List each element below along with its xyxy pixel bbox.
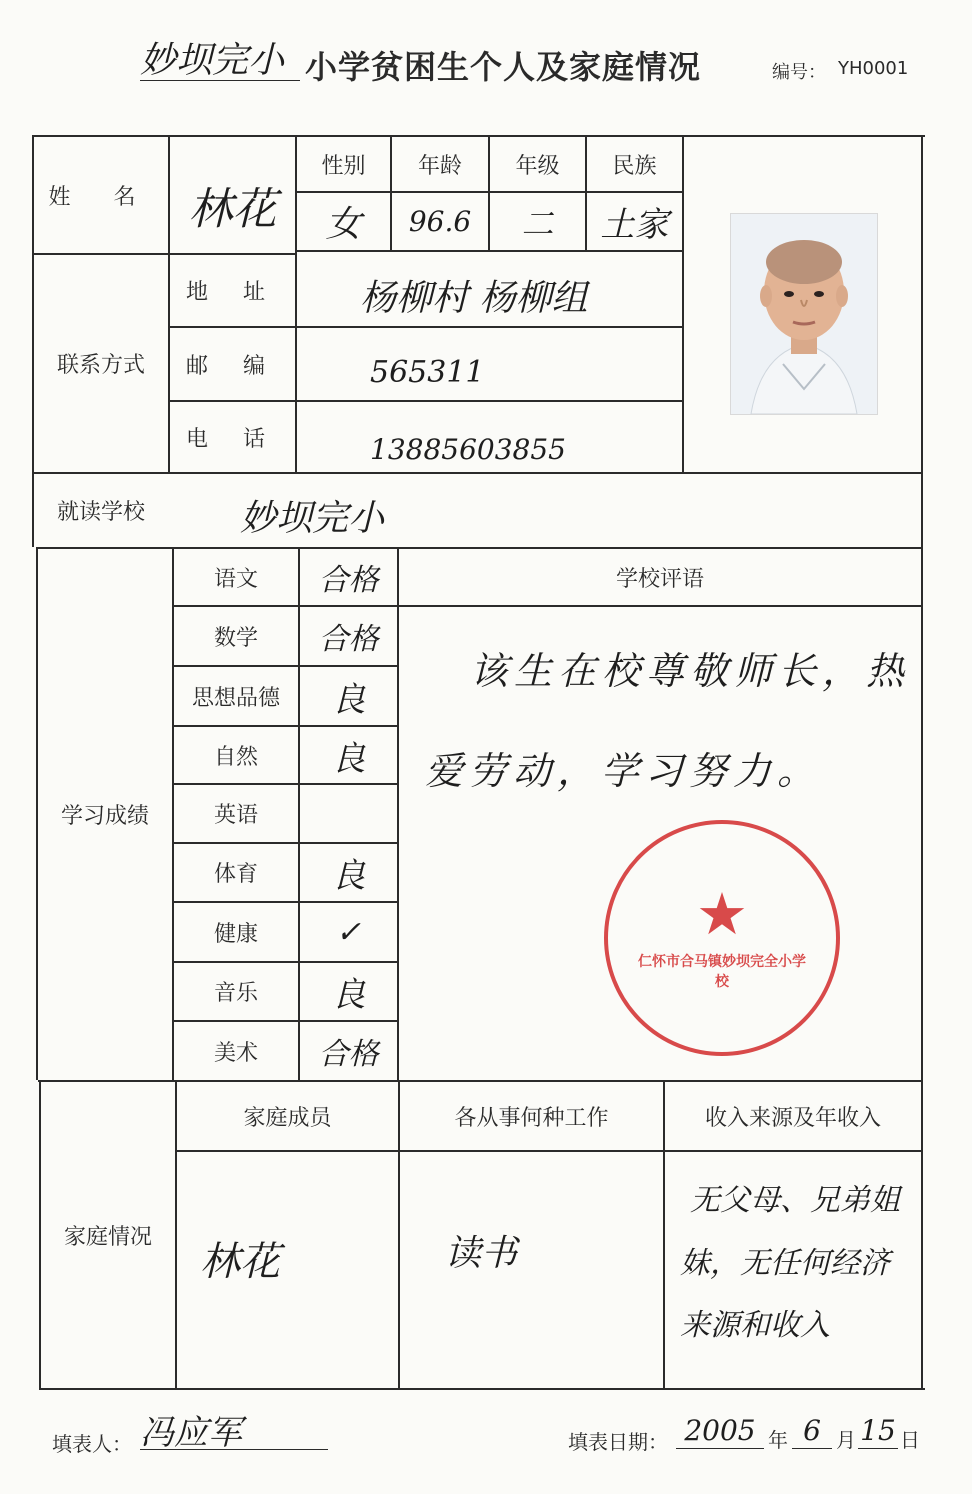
school-label: 就读学校 <box>56 500 145 525</box>
serial-number: YH0001 <box>838 58 909 79</box>
school-comment-line2: 爱劳动，学习努力。 <box>425 749 822 793</box>
gender-header: 性别 <box>321 153 366 179</box>
income-header: 收入来源及年收入 <box>704 1105 881 1131</box>
income-line1: 无父母、兄弟姐 <box>690 1183 900 1218</box>
serial-label: 编号： <box>772 62 826 83</box>
family-member-value: 林花 <box>200 1239 280 1285</box>
subject-label: 语文 <box>213 566 258 592</box>
school-value: 妙坝完小 <box>240 498 385 539</box>
subject-label: 英语 <box>213 803 258 828</box>
subject-grade: 合格 <box>318 622 379 657</box>
postcode-value: 565311 <box>370 355 485 390</box>
family-work-value: 读书 <box>445 1233 518 1274</box>
income-line2: 妹，无任何经济 <box>680 1246 890 1281</box>
subject-grade: 良 <box>331 679 366 720</box>
age-value: 96.6 <box>408 205 472 238</box>
subject-grade <box>300 785 397 842</box>
subject-label: 数学 <box>213 625 258 651</box>
ethnicity-header: 民族 <box>612 153 657 179</box>
age-header: 年龄 <box>417 153 462 179</box>
name-label: 姓 名 <box>48 184 154 210</box>
grade-header: 年级 <box>515 153 560 179</box>
grades-section-label: 学习成绩 <box>60 804 149 829</box>
school-comment-line1: 该生在校尊敬师长，热 <box>470 649 911 693</box>
filler-signature: 冯应军 <box>140 1405 328 1450</box>
subject-grade: 合格 <box>318 1037 379 1072</box>
subject-label: 美术 <box>213 1040 258 1066</box>
grade-value: 二 <box>521 204 554 243</box>
school-comment-header: 学校评语 <box>615 566 704 592</box>
school-name-handwritten: 妙坝完小 <box>140 32 300 81</box>
gender-value: 女 <box>325 204 362 245</box>
phone-label: 电 话 <box>186 426 279 452</box>
date-label: 填表日期： <box>568 1430 668 1454</box>
subject-grade: 良 <box>331 738 366 779</box>
ethnicity-value: 土家 <box>600 205 669 245</box>
school-seal <box>604 820 840 1056</box>
address-value: 杨柳村 杨柳组 <box>360 278 588 319</box>
subject-label: 健康 <box>213 921 258 947</box>
subject-label: 音乐 <box>213 981 258 1006</box>
work-header: 各从事何种工作 <box>454 1105 609 1131</box>
subject-grade: 合格 <box>318 563 379 598</box>
date-month-suffix: 月 <box>836 1428 856 1452</box>
subject-label: 自然 <box>213 744 258 770</box>
phone-value: 13885603855 <box>370 433 566 466</box>
star-icon: ★ <box>696 880 748 948</box>
contact-section-label: 联系方式 <box>56 353 145 378</box>
checkmark-icon: ✓ <box>335 914 362 950</box>
members-header: 家庭成员 <box>243 1105 332 1131</box>
subject-grade: 良 <box>331 856 366 896</box>
page-title: 小学贫困生个人及家庭情况 <box>305 48 702 86</box>
date-day-suffix: 日 <box>900 1428 920 1452</box>
date-year: 2005 <box>676 1412 764 1449</box>
name-value: 林花 <box>188 184 277 235</box>
subject-label: 思想品德 <box>191 685 280 711</box>
subject-label: 体育 <box>213 862 258 887</box>
income-line3: 来源和收入 <box>680 1308 830 1343</box>
subject-grade: 良 <box>331 975 366 1015</box>
date-day: 15 <box>858 1412 898 1449</box>
date-month: 6 <box>792 1412 832 1449</box>
address-label: 地 址 <box>186 280 279 305</box>
seal-text: 仁怀市合马镇妙坝完全小学校 <box>638 954 806 990</box>
postcode-label: 邮 编 <box>186 353 279 379</box>
student-photo <box>730 213 878 415</box>
family-section-label: 家庭情况 <box>63 1224 152 1250</box>
filler-label: 填表人： <box>52 1432 132 1456</box>
student-portrait <box>731 214 877 414</box>
date-year-suffix: 年 <box>768 1428 788 1452</box>
